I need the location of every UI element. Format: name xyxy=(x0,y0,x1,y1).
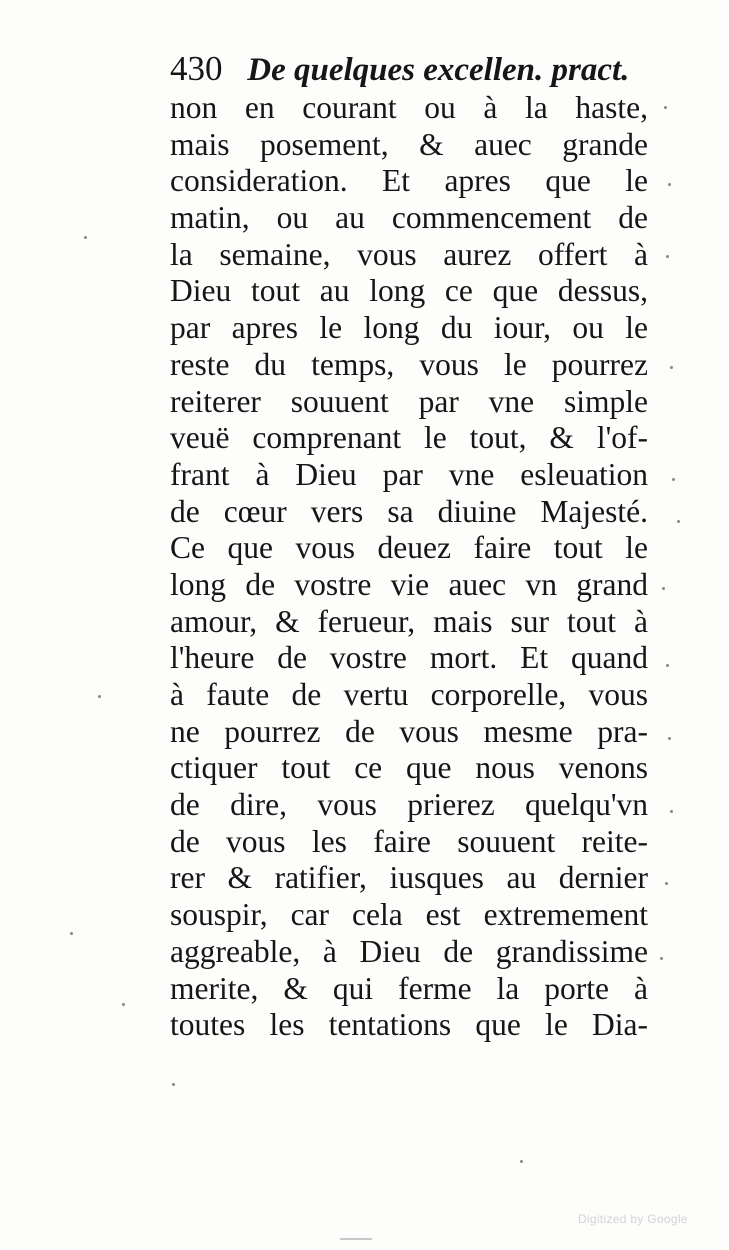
scan-speck xyxy=(70,932,73,935)
text-line: reiterer souuent par vne simple xyxy=(170,383,648,419)
scan-speck xyxy=(668,737,671,740)
text-line: rer & ratifier, iusques au dernier xyxy=(170,860,648,896)
scan-speck xyxy=(520,1160,523,1163)
scan-speck xyxy=(670,366,673,369)
text-line: la semaine, vous aurez offert à xyxy=(170,236,648,272)
scan-speck xyxy=(666,664,669,667)
text-line: Ce que vous deuez faire tout le xyxy=(170,530,648,566)
text-line: l'heure de vostre mort. Et quand xyxy=(170,640,648,676)
text-line: de dire, vous prierez quelqu'vn xyxy=(170,787,648,823)
watermark: Digitized by Google xyxy=(578,1212,688,1226)
text-line: de vous les faire souuent reite- xyxy=(170,823,648,859)
scan-speck xyxy=(670,810,673,813)
text-line: merite, & qui ferme la porte à xyxy=(170,970,648,1006)
text-line: consideration. Et apres que le xyxy=(170,163,648,199)
text-line: souspir, car cela est extremement xyxy=(170,897,648,933)
text-line: de cœur vers sa diuine Majesté. xyxy=(170,493,648,529)
scan-speck xyxy=(84,236,87,239)
text-line: toutes les tentations que le Dia- xyxy=(170,1007,648,1043)
scan-speck xyxy=(668,183,671,186)
text-line: long de vostre vie auec vn grand xyxy=(170,566,648,602)
scan-speck xyxy=(122,1003,125,1006)
text-line: amour, & ferueur, mais sur tout à xyxy=(170,603,648,639)
text-line: à faute de vertu corporelle, vous xyxy=(170,677,648,712)
scan-speck xyxy=(662,587,665,590)
scan-speck xyxy=(665,882,668,885)
text-line: par apres le long du iour, ou le xyxy=(170,310,648,346)
scan-speck xyxy=(660,957,663,960)
scan-speck xyxy=(172,1083,175,1086)
text-line: ne pourrez de vous mesme pra- xyxy=(170,713,648,749)
running-head: De quelques excellen. pract. xyxy=(247,52,630,88)
body-text xyxy=(170,90,660,1044)
scan-speck xyxy=(666,255,669,258)
scan-speck xyxy=(672,478,675,481)
scan-speck xyxy=(664,106,667,109)
text-line: matin, ou au commencement de xyxy=(170,200,648,236)
text-line: ctiquer tout ce que nous venons xyxy=(170,750,648,786)
text-line: mais posement, & auec grande xyxy=(170,126,648,162)
scan-speck xyxy=(98,695,101,698)
text-line: Dieu tout au long ce que dessus, xyxy=(170,273,648,309)
bottom-mark xyxy=(340,1238,372,1240)
page-header xyxy=(170,48,640,90)
text-line: reste du temps, vous le pourrez xyxy=(170,346,648,382)
text-line: non en courant ou à la haste, xyxy=(170,90,648,125)
text-line: aggreable, à Dieu de grandissime xyxy=(170,933,648,969)
text-line: veuë comprenant le tout, & l'of- xyxy=(170,420,648,456)
text-line: frant à Dieu par vne esleuation xyxy=(170,456,648,492)
scan-speck xyxy=(677,520,680,523)
page-number: 430 xyxy=(170,49,223,88)
